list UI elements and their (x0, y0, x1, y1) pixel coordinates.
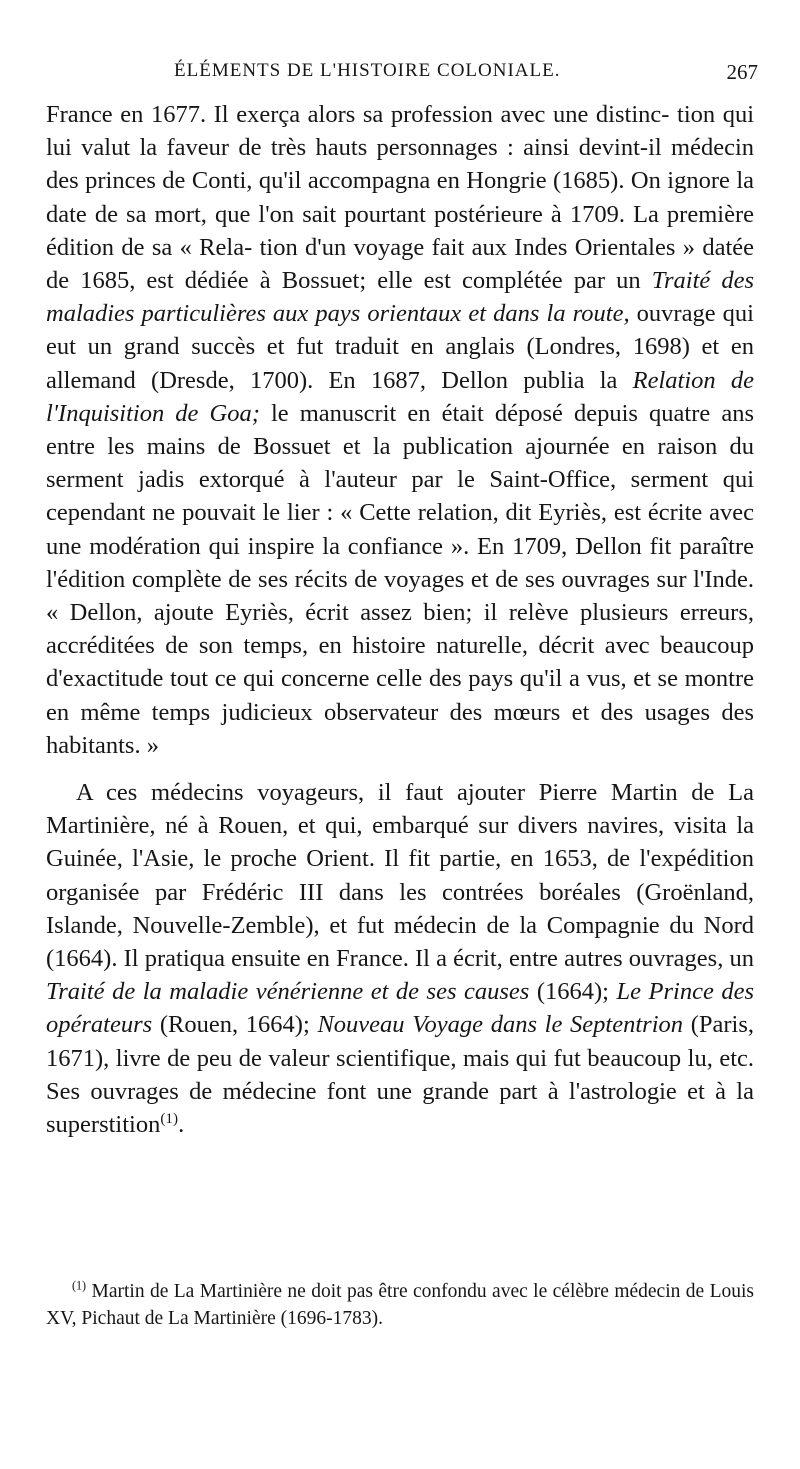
text-run: tion qui lui valut la faveur de très hauts personnages : ainsi (46, 101, 755, 162)
text-run: (1664); (529, 978, 617, 1006)
text-run: France en 1677. Il exerça alors sa profession avec une distinc- (46, 101, 670, 128)
text-run: A ces médecins voyageurs, il faut ajouter Pierre Martin de La Martinière, né à Rouen, et qui, embarqué sur divers navires, visita la Guinée, l'Asie, le proche Orient. Il fit partie, en 1653, de l'expédition organisée par Frédéric III dans les contrées boréales (Groënland, Islande, Nouvelle-Zemble), et fut médecin de la Compagnie du Nord (1664). Il pratiqua ensuite en France. Il a écrit, entre autres ouvrages, un (46, 779, 754, 973)
page-header (46, 60, 758, 90)
book-title-nouveau-voyage: Nouveau Voyage dans le Septentrion (317, 1011, 683, 1039)
body-text (46, 98, 754, 1141)
text-run: dédiée à Bossuet; elle est complétée par un (184, 267, 652, 295)
footnote-text: Martin de La Martinière ne doit pas être confondu avec le célèbre médecin de Louis XV, Pichaut de La Martinière (1696-1783). (46, 1281, 754, 1329)
page-number: 267 (726, 60, 758, 84)
paragraph-dellon (46, 98, 754, 762)
text-run: (Rouen, 1664); (152, 1011, 318, 1039)
footnote-marker: (1) (72, 1278, 87, 1293)
text-run: . (178, 1111, 185, 1139)
text-run: Hongrie (1685). On ignore la date de sa mort, que l'on sait (46, 167, 754, 228)
text-run: tion d'un voyage fait aux Indes Orientales » datée de 1685, est (46, 233, 754, 295)
footnote-reference[interactable]: (1) (160, 1109, 179, 1127)
book-title-traite-venerienne: Traité de la maladie vénérienne et de ses causes (46, 978, 530, 1006)
book-title-relation-inquisition: Relation de l'Inquisition de Goa; (46, 366, 755, 427)
footnote (46, 1278, 754, 1332)
text-run: (Paris, 1671), livre de peu de valeur scientifique, mais qui fut beaucoup lu, etc. Ses ouvrages de médecine font une grande part à l'astrologie et à la superstition (46, 1011, 754, 1139)
book-title-traite-maladies: Traité des maladies particulières aux pays orientaux et dans la route, (46, 267, 754, 328)
running-title: ÉLÉMENTS DE L'HISTOIRE COLONIALE. (174, 60, 561, 81)
text-run: pourtant postérieure à 1709. La première édition de sa « Rela- (46, 200, 754, 261)
book-title-prince-operateurs: Le Prince des opérateurs (46, 978, 755, 1039)
paragraph-martiniere (46, 776, 754, 1141)
text-run: devint-il médecin des princes de Conti, qu'il accompagna en (46, 134, 755, 195)
text-run: le manuscrit en était déposé depuis quatre ans entre les mains de Bossuet et la publication ajournée en raison du serment jadis extorqué à l'auteur par le Saint-Office, serment qui cependant ne pouvait le lier : « Cette relation, dit Eyriès, est écrite avec une modération qui inspire la confiance ». En 1709, Dellon fit paraître l'édition complète de ses récits de voyages et de ses ouvrages sur l'Inde. « Dellon, ajoute Eyriès, écrit assez bien; il relève plusieurs erreurs, accréditées de son temps, en histoire naturelle, décrit avec beaucoup d'exactitude tout ce qui concerne celle des pays qu'il a vus, et se montre en même temps judicieux observateur des mœurs et des usages des habitants. » (46, 399, 754, 759)
text-run: ouvrage qui eut un grand succès et fut traduit en anglais (Londres, 1698) et en allemand (Dresde, 1700). En 1687, Dellon publia la (46, 300, 754, 394)
